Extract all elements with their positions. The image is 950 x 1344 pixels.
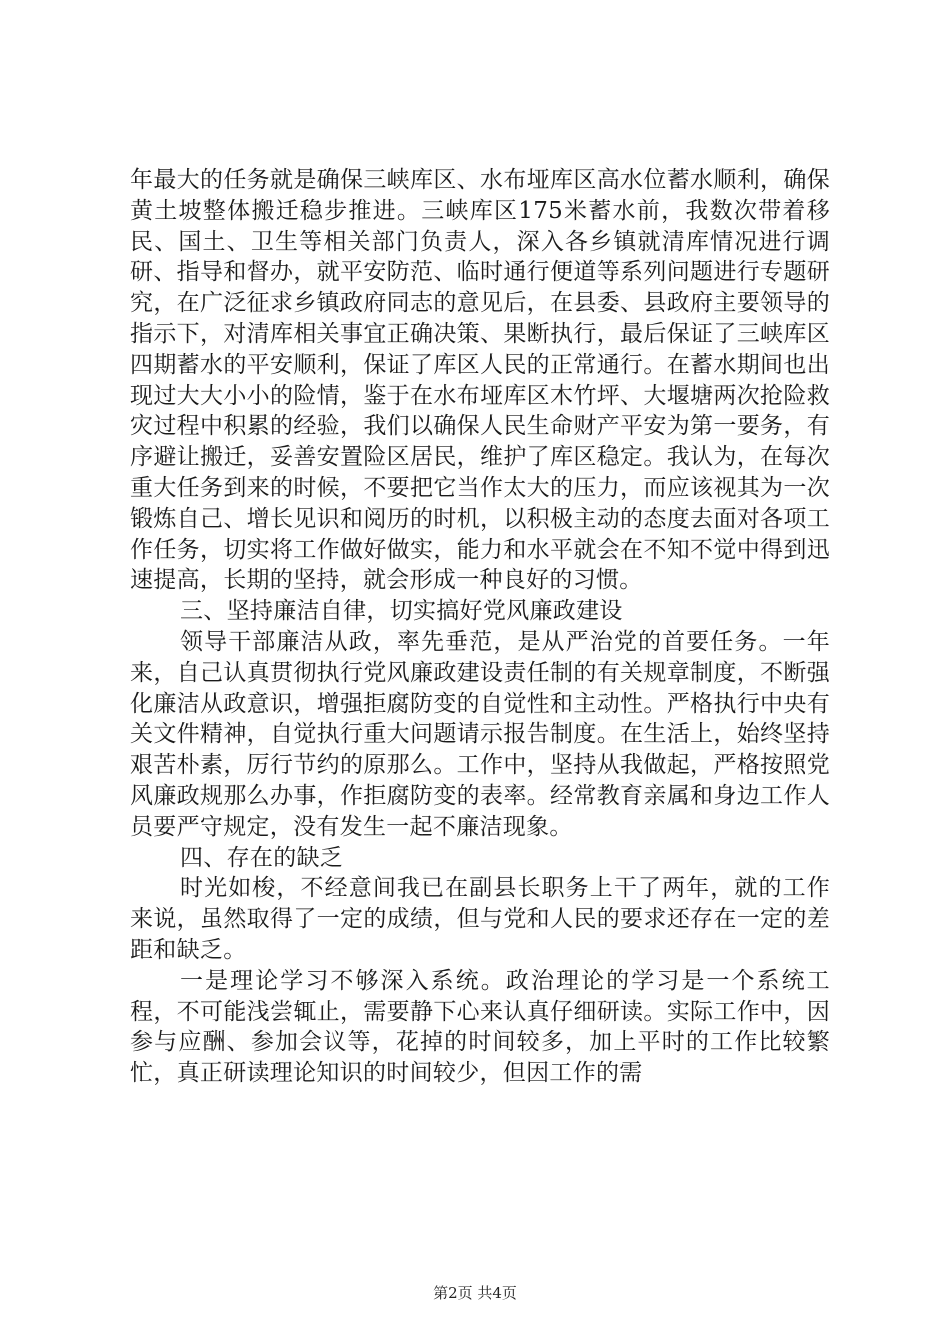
document-body bbox=[130, 165, 830, 1089]
section-heading-integrity: 三、坚持廉洁自律，切实搞好党风廉政建设 bbox=[180, 598, 623, 625]
page-number-footer: 第2页 共4页 bbox=[433, 1284, 517, 1302]
paragraph-shortcomings-intro: 时光如梭，不经意间我已在副县长职务上干了两年，就的工作来说，虽然取得了一定的成绩，但与党和人民的要求还存在一定的差距和缺乏。 bbox=[130, 875, 830, 963]
paragraph-continuation: 年最大的任务就是确保三峡库区、水布垭库区高水位蓄水顺利，确保黄土坡整体搬迁稳步推进。三峡库区175米蓄水前，我数次带着移民、国土、卫生等相关部门负责人，深入各乡镇就清库情况进行调研、指导和督办，就平安防范、临时通行便道等系列问题进行专题研究，在广泛征求乡镇政府同志的意见后，在县委、县政府主要领导的指示下，对清库相关事宜正确决策、果断执行，最后保证了三峡库区四期蓄水的平安顺利，保证了库区人民的正常通行。在蓄水期间也出现过大大小小的险情，鉴于在水布垭库区木竹坪、大堰塘两次抢险救灾过程中积累的经验，我们以确保人民生命财产平安为第一要务，有序避让搬迁，妥善安置险区居民，维护了库区稳定。我认为，在每次重大任务到来的时候，不要把它当作太大的压力，而应该视其为一次锻炼自己、增长见识和阅历的时机，以积极主动的态度去面对各项工作任务，切实将工作做好做实，能力和水平就会在不知不觉中得到迅速提高，长期的坚持，就会形成一种良好的习惯。 bbox=[130, 167, 830, 594]
paragraph-integrity: 领导干部廉洁从政，率先垂范，是从严治党的首要任务。一年来，自己认真贯彻执行党风廉政建设责任制的有关规章制度，不断强化廉洁从政意识，增强拒腐防变的自觉性和主动性。严格执行中央有关文件精神，自觉执行重大问题请示报告制度。在生活上，始终坚持艰苦朴素，厉行节约的原那么。工作中，坚持从我做起，严格按照党风廉政规那么办事，作拒腐防变的表率。经常教育亲属和身边工作人员要严守规定，没有发生一起不廉洁现象。 bbox=[130, 628, 830, 840]
section-heading-shortcomings: 四、存在的缺乏 bbox=[180, 844, 344, 871]
paragraph-theory-study: 一是理论学习不够深入系统。政治理论的学习是一个系统工程，不可能浅尝辄止，需要静下心来认真仔细研读。实际工作中，因参与应酬、参加会议等，花掉的时间较多，加上平时的工作比较繁忙，真正研读理论知识的时间较少，但因工作的需 bbox=[130, 967, 830, 1087]
